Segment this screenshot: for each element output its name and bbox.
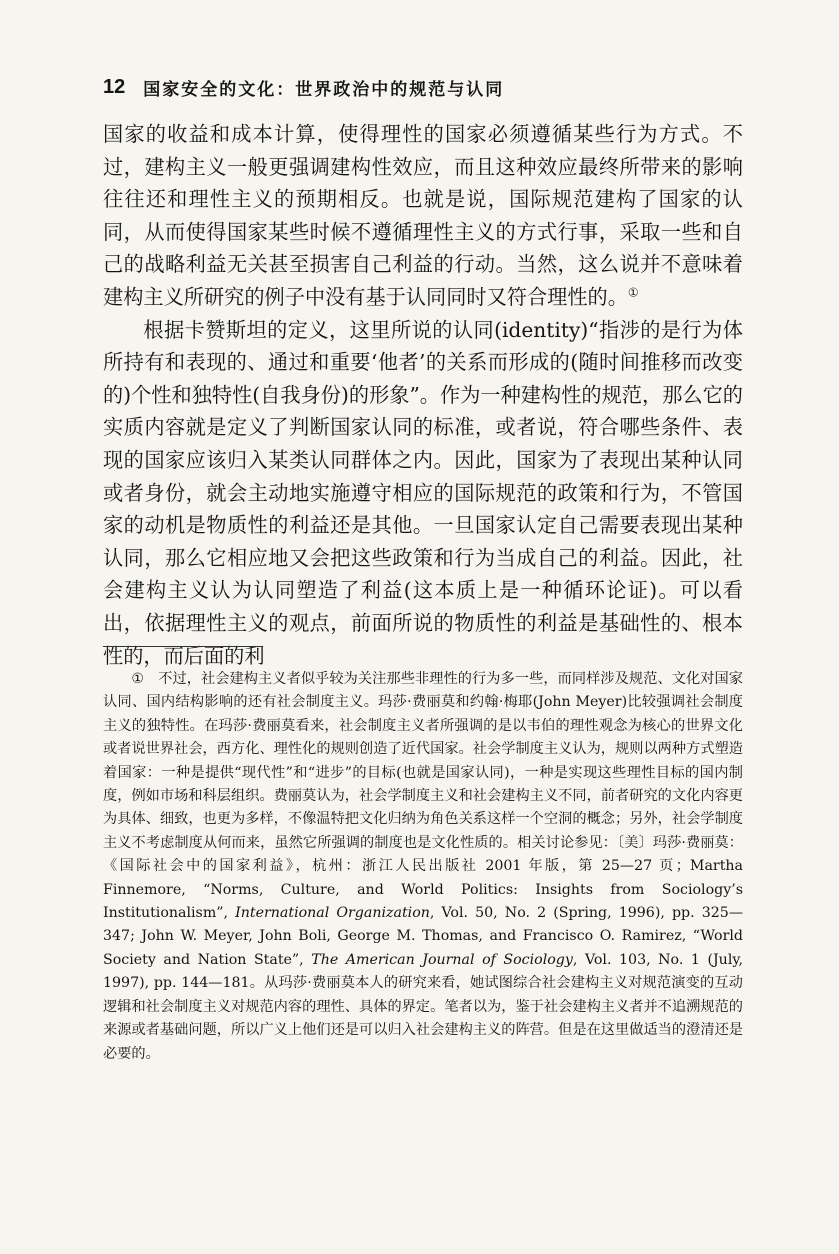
running-title: 国家安全的文化：世界政治中的规范与认同 <box>143 79 505 100</box>
footnote-item <box>103 668 743 1066</box>
paragraph-identity <box>103 314 743 673</box>
footnote-divider <box>103 646 263 647</box>
footnote-text: , Vol. 103, No. 1 (July, 1997), pp. 144—181。从玛莎·费丽莫本人的研究来看，她试图综合社会建构主义对规范演变的互动逻辑和社会制度主义对规范内容的理性、具体的界定。笔者以为，鉴于社会建构主义者并不追溯规范的来源或者基础问题，所以广义上他们还是可以归入社会建构主义的阵营。但是在这里做适当的澄清还是必要的。 <box>103 951 743 1062</box>
page-header <box>103 72 743 102</box>
footnote-journal-title: The American Journal of Sociology <box>311 951 573 968</box>
footnote-journal-title: International Organization <box>235 905 430 922</box>
footnote-mark: ① <box>131 671 145 687</box>
paragraph-continued <box>103 118 743 314</box>
page-number: 12 <box>103 75 126 98</box>
footnote-text: 不过，社会建构主义者似乎较为关注那些非理性的行为多一些，而同样涉及规范、文化对国家认同、国内结构影响的还有社会制度主义。玛莎·费丽莫和约翰·梅耶(John Meyer)比较强调社会制度主义的独特性。在玛莎·费丽莫看来，社会制度主义者所强调的是以韦伯的理性观念为核心的世界文化或者说世界社会，西方化、理性化的规则创造了近代国家。社会学制度主义认为，规则以两种方式塑造着国家：一种是提供“现代性”和“进步”的目标(也就是国家认同)，一种是实现这些理性目标的国内制度，例如市场和科层组织。费丽莫认为，社会学制度主义和社会建构主义不同，前者研究的文化内容更为具体、细致，也更为多样，不像温特把文化归纳为角色关系这样一个空洞的概念；另外，社会学制度主义不考虑制度从何而来，虽然它所强调的制度也是文化性质的。相关讨论参见：〔美〕玛莎·费丽莫：《国际社会中的国家利益》，杭州：浙江人民出版社 2001 年版，第 25—27 页；Martha Finnemore, “Norms, Culture, and World Politics: Insights from Sociology’s Institutionalism”, <box>103 671 743 922</box>
footnote-reference[interactable]: ① <box>627 285 639 300</box>
paragraph-text: 根据卡赞斯坦的定义，这里所说的认同(identity)“指涉的是行为体所持有和表现的、通过和重要‘他者’的关系而形成的(随时间推移而改变的)个性和独特性(自我身份)的形象”。作为一种建构性的规范，那么它的实质内容就是定义了判断国家认同的标准，或者说，符合哪些条件、表现的国家应该归入某类认同群体之内。因此，国家为了表现出某种认同或者身份，就会主动地实施遵守相应的国际规范的政策和行为，不管国家的动机是物质性的利益还是其他。一旦国家认定自己需要表现出某种认同，那么它相应地又会把这些政策和行为当成自己的利益。因此，社会建构主义认为认同塑造了利益(这本质上是一种循环论证)。可以看出，依据理性主义的观点，前面所说的物质性的利益是基础性的、根本性的，而后面的利 <box>103 317 743 668</box>
paragraph-text: 国家的收益和成本计算，使得理性的国家必须遵循某些行为方式。不过，建构主义一般更强调建构性效应，而且这种效应最终所带来的影响往往还和理性主义的预期相反。也就是说，国际规范建构了国家的认同，从而使得国家某些时候不遵循理性主义的方式行事，采取一些和自己的战略利益无关甚至损害自己利益的行动。当然，这么说并不意味着建构主义所研究的例子中没有基于认同同时又符合理性的。 <box>103 122 743 309</box>
footnote-text: , Vol. 50, No. 2 (Spring, 1996), pp. 325—347; John W. Meyer, John Boli, George M. Thomas, and Francisco O. Ramirez, “World Society and Nation State”, <box>103 905 744 968</box>
body-text <box>103 118 743 672</box>
footnotes <box>103 668 743 1066</box>
